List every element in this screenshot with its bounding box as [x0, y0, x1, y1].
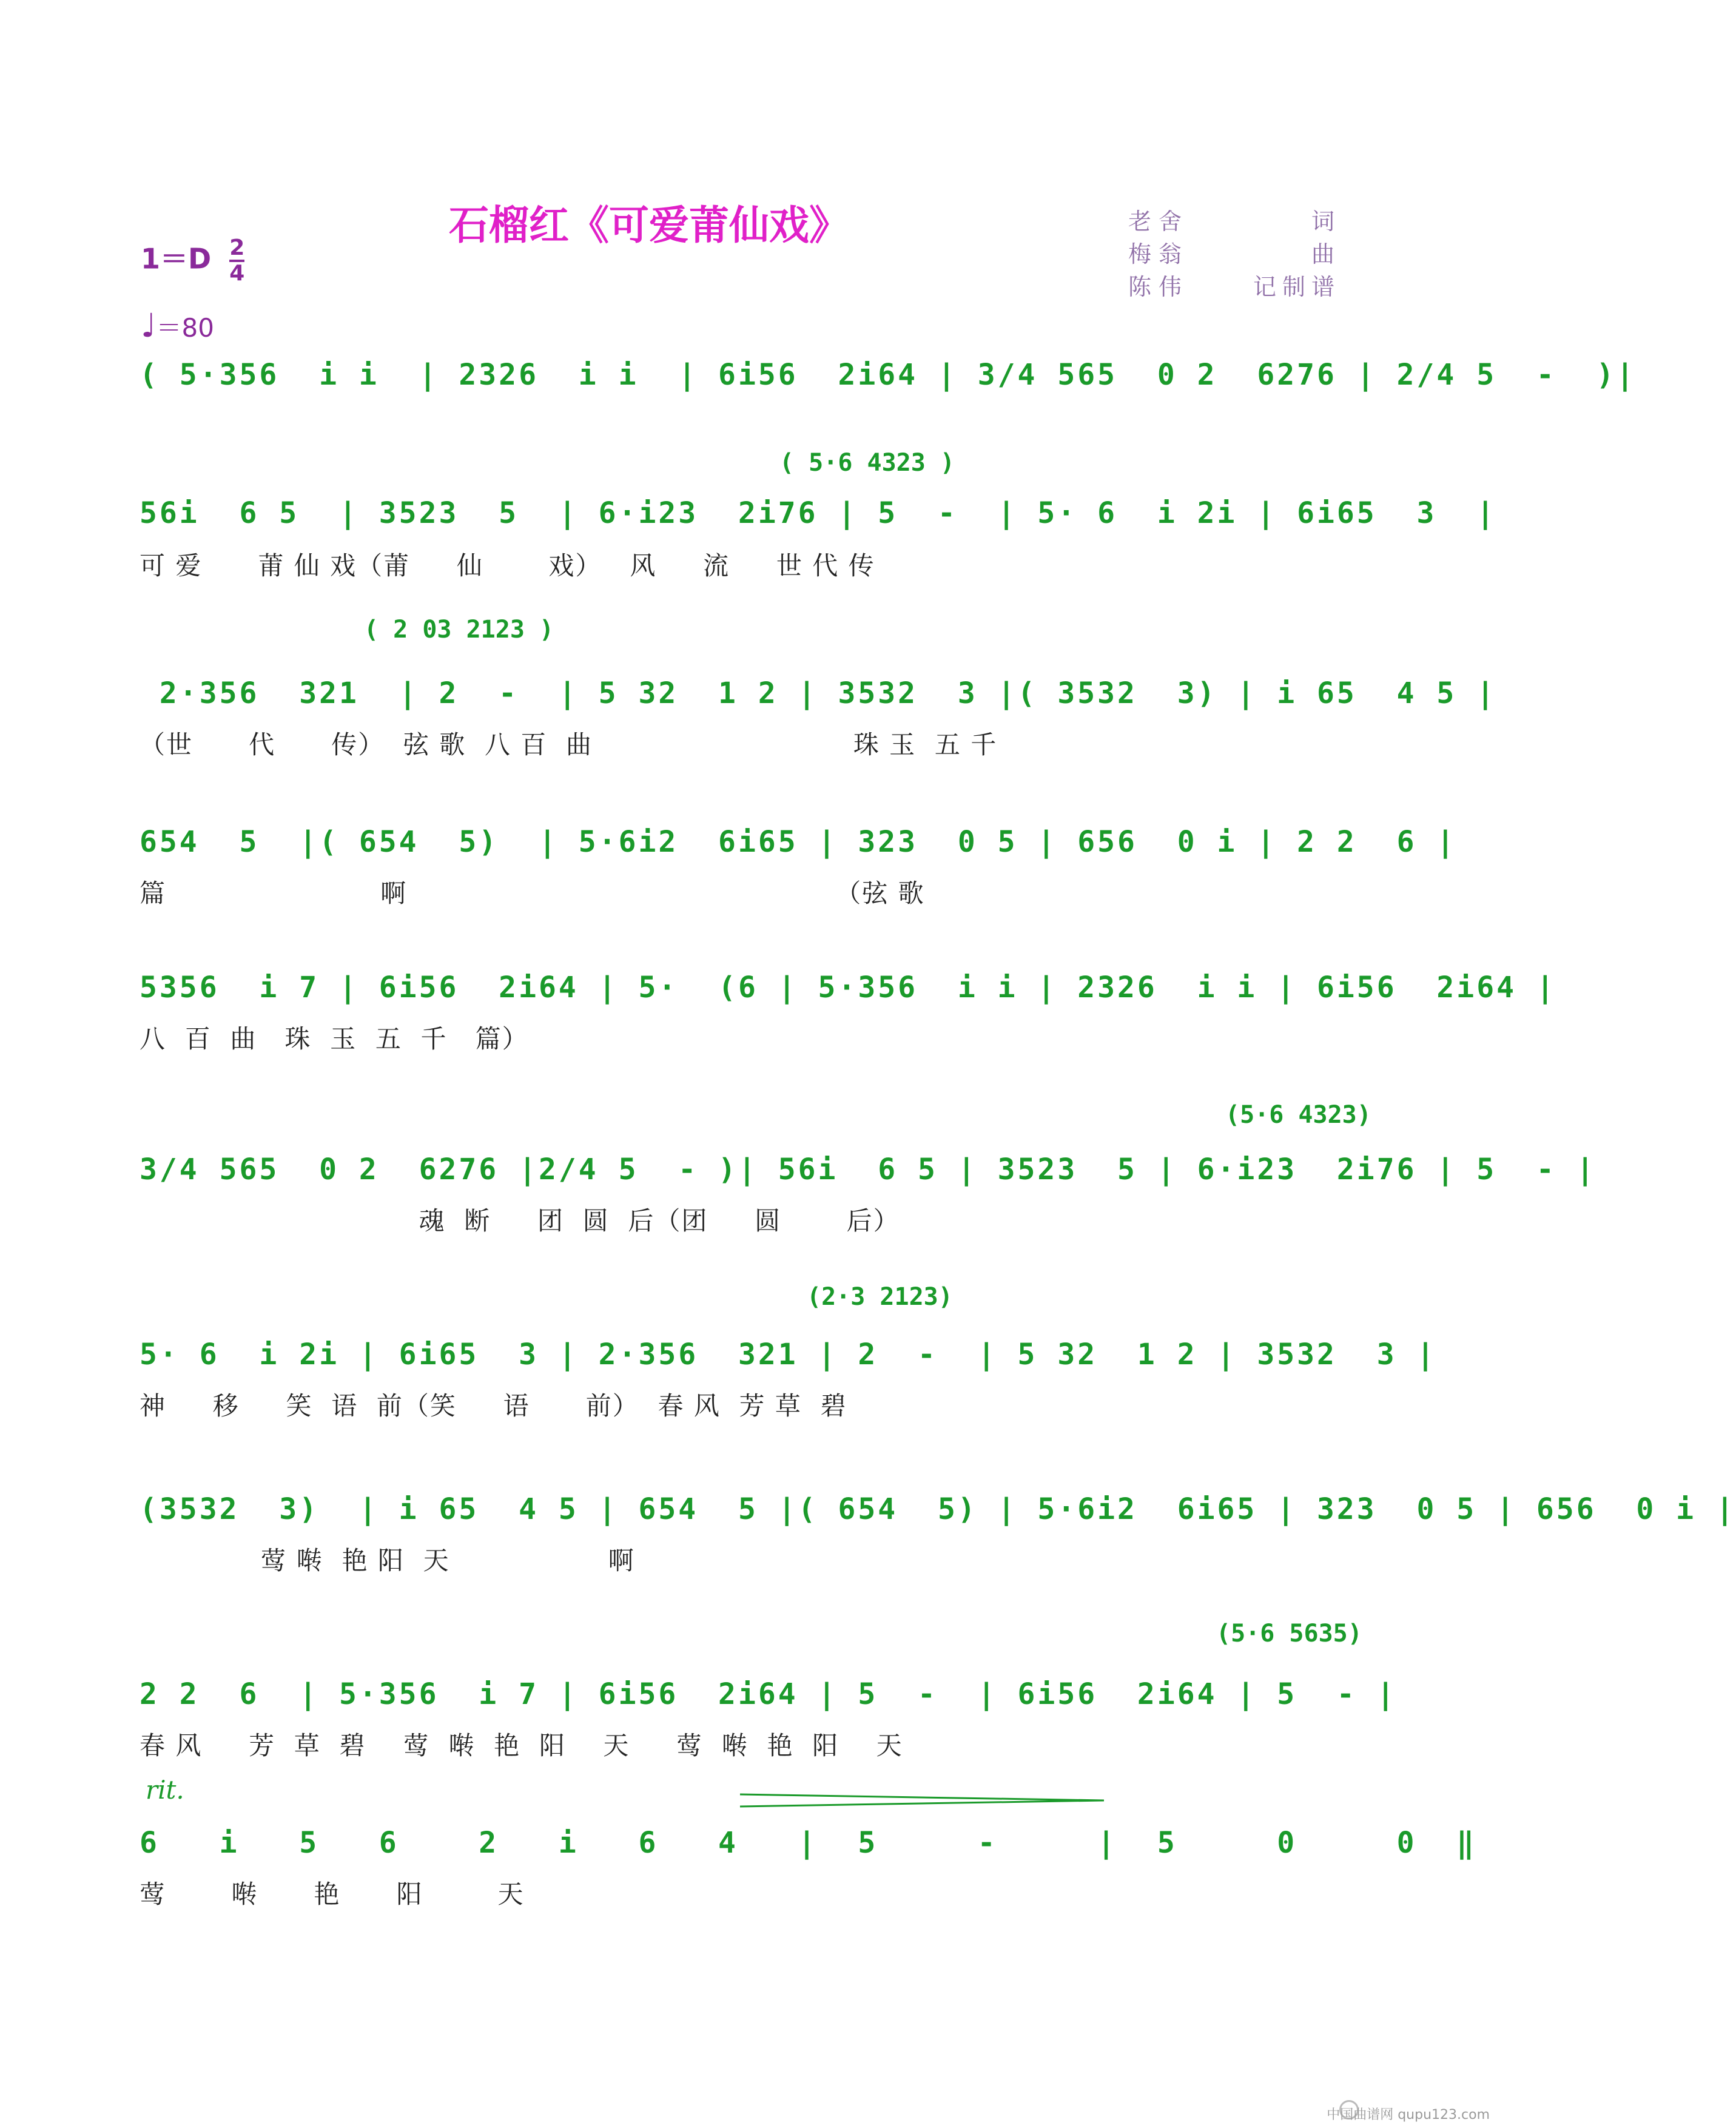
notation-line: 2·356 321 | 2 - | 5 32 1 2 | 3532 3 |( 3532 3) | i 65 4 5 |: [140, 676, 1497, 710]
interlude-annotation: (5·6 5635): [1216, 1620, 1362, 1648]
interlude-annotation: ( 2 03 2123 ): [364, 616, 554, 644]
time-signature-top: 2: [229, 237, 244, 262]
credit-name: 梅翁: [1128, 241, 1189, 268]
credit-composer: [1128, 238, 1341, 271]
time-signature-bottom: 4: [229, 261, 245, 286]
lyrics-line: 篇 啊 （弦 歌: [140, 878, 925, 908]
notation-line: 6 i 5 6 2 i 6 4 | 5 - | 5 0 0 ‖: [140, 1826, 1477, 1860]
lyrics-line: 神 移 笑 语 前（笑 语 前） 春 风 芳 草 碧: [140, 1391, 847, 1421]
credit-role: 曲: [1311, 241, 1341, 268]
lyrics-line: （世 代 传） 弦 歌 八 百 曲 珠 玉 五 千: [140, 730, 998, 759]
tempo-value: ＝80: [156, 313, 214, 343]
notation-line: 2 2 6 | 5·356 i 7 | 6i56 2i64 | 5 - | 6i56 2i64 | 5 - |: [140, 1677, 1397, 1711]
lyrics-line: 莺 啭 艳 阳 天 啊: [140, 1546, 635, 1575]
credits-block: [1128, 205, 1341, 303]
notation-line: 3/4 565 0 2 6276 |2/4 5 - )| 56i 6 5 | 3523 5 | 6·i23 2i76 | 5 - |: [140, 1153, 1596, 1187]
credit-lyricist: [1128, 205, 1341, 238]
key-label: 1＝D: [141, 242, 212, 275]
lyrics-line: 八 百 曲 珠 玉 五 千 篇）: [140, 1024, 529, 1054]
credit-role: 记制谱: [1253, 274, 1341, 300]
time-signature: [229, 237, 244, 285]
interlude-annotation: (5·6 4323): [1225, 1101, 1371, 1129]
lyrics-line: 可 爱 莆 仙 戏（莆 仙 戏） 风 流 世 代 传: [140, 551, 875, 581]
credit-name: 老舍: [1128, 208, 1189, 235]
decrescendo-hairpin: [740, 1793, 1104, 1808]
credit-name: 陈伟: [1128, 274, 1189, 300]
notation-line: (3532 3) | i 65 4 5 | 654 5 |( 654 5) | 5·6i2 6i65 | 323 0 5 | 656 0 i |: [140, 1492, 1736, 1526]
notation-line: 56i 6 5 | 3523 5 | 6·i23 2i76 | 5 - | 5· 6 i 2i | 6i65 3 |: [140, 496, 1497, 530]
credit-transcriber: [1128, 271, 1341, 303]
notation-line: 654 5 |( 654 5) | 5·6i2 6i65 | 323 0 5 | 656 0 i | 2 2 6 |: [140, 825, 1457, 859]
credit-role: 词: [1311, 208, 1341, 235]
lyrics-line: 春 风 芳 草 碧 莺 啭 艳 阳 天 莺 啭 艳 阳 天: [140, 1731, 903, 1760]
interlude-annotation: (2·3 2123): [807, 1283, 953, 1311]
lyrics-line: 莺 啭 艳 阳 天: [140, 1879, 525, 1909]
score-title: 石榴红《可爱莆仙戏》: [449, 201, 849, 249]
footer-watermark: 中国曲谱网 qupu123.com: [1327, 2107, 1490, 2123]
quarter-note-icon: ♩: [141, 306, 156, 345]
ritardando-marking: rit.: [146, 1775, 184, 1805]
key-signature: [141, 237, 244, 285]
notation-line: 5· 6 i 2i | 6i65 3 | 2·356 321 | 2 - | 5 32 1 2 | 3532 3 |: [140, 1338, 1437, 1372]
interlude-annotation: ( 5·6 4323 ): [779, 449, 955, 477]
notation-line: 5356 i 7 | 6i56 2i64 | 5· (6 | 5·356 i i | 2326 i i | 6i56 2i64 |: [140, 971, 1556, 1005]
lyrics-line: 魂 断 团 圆 后（团 圆 后）: [140, 1206, 900, 1236]
tempo-marking: [141, 306, 214, 345]
notation-line: ( 5·356 i i | 2326 i i | 6i56 2i64 | 3/4 565 0 2 6276 | 2/4 5 - )|: [140, 358, 1637, 392]
